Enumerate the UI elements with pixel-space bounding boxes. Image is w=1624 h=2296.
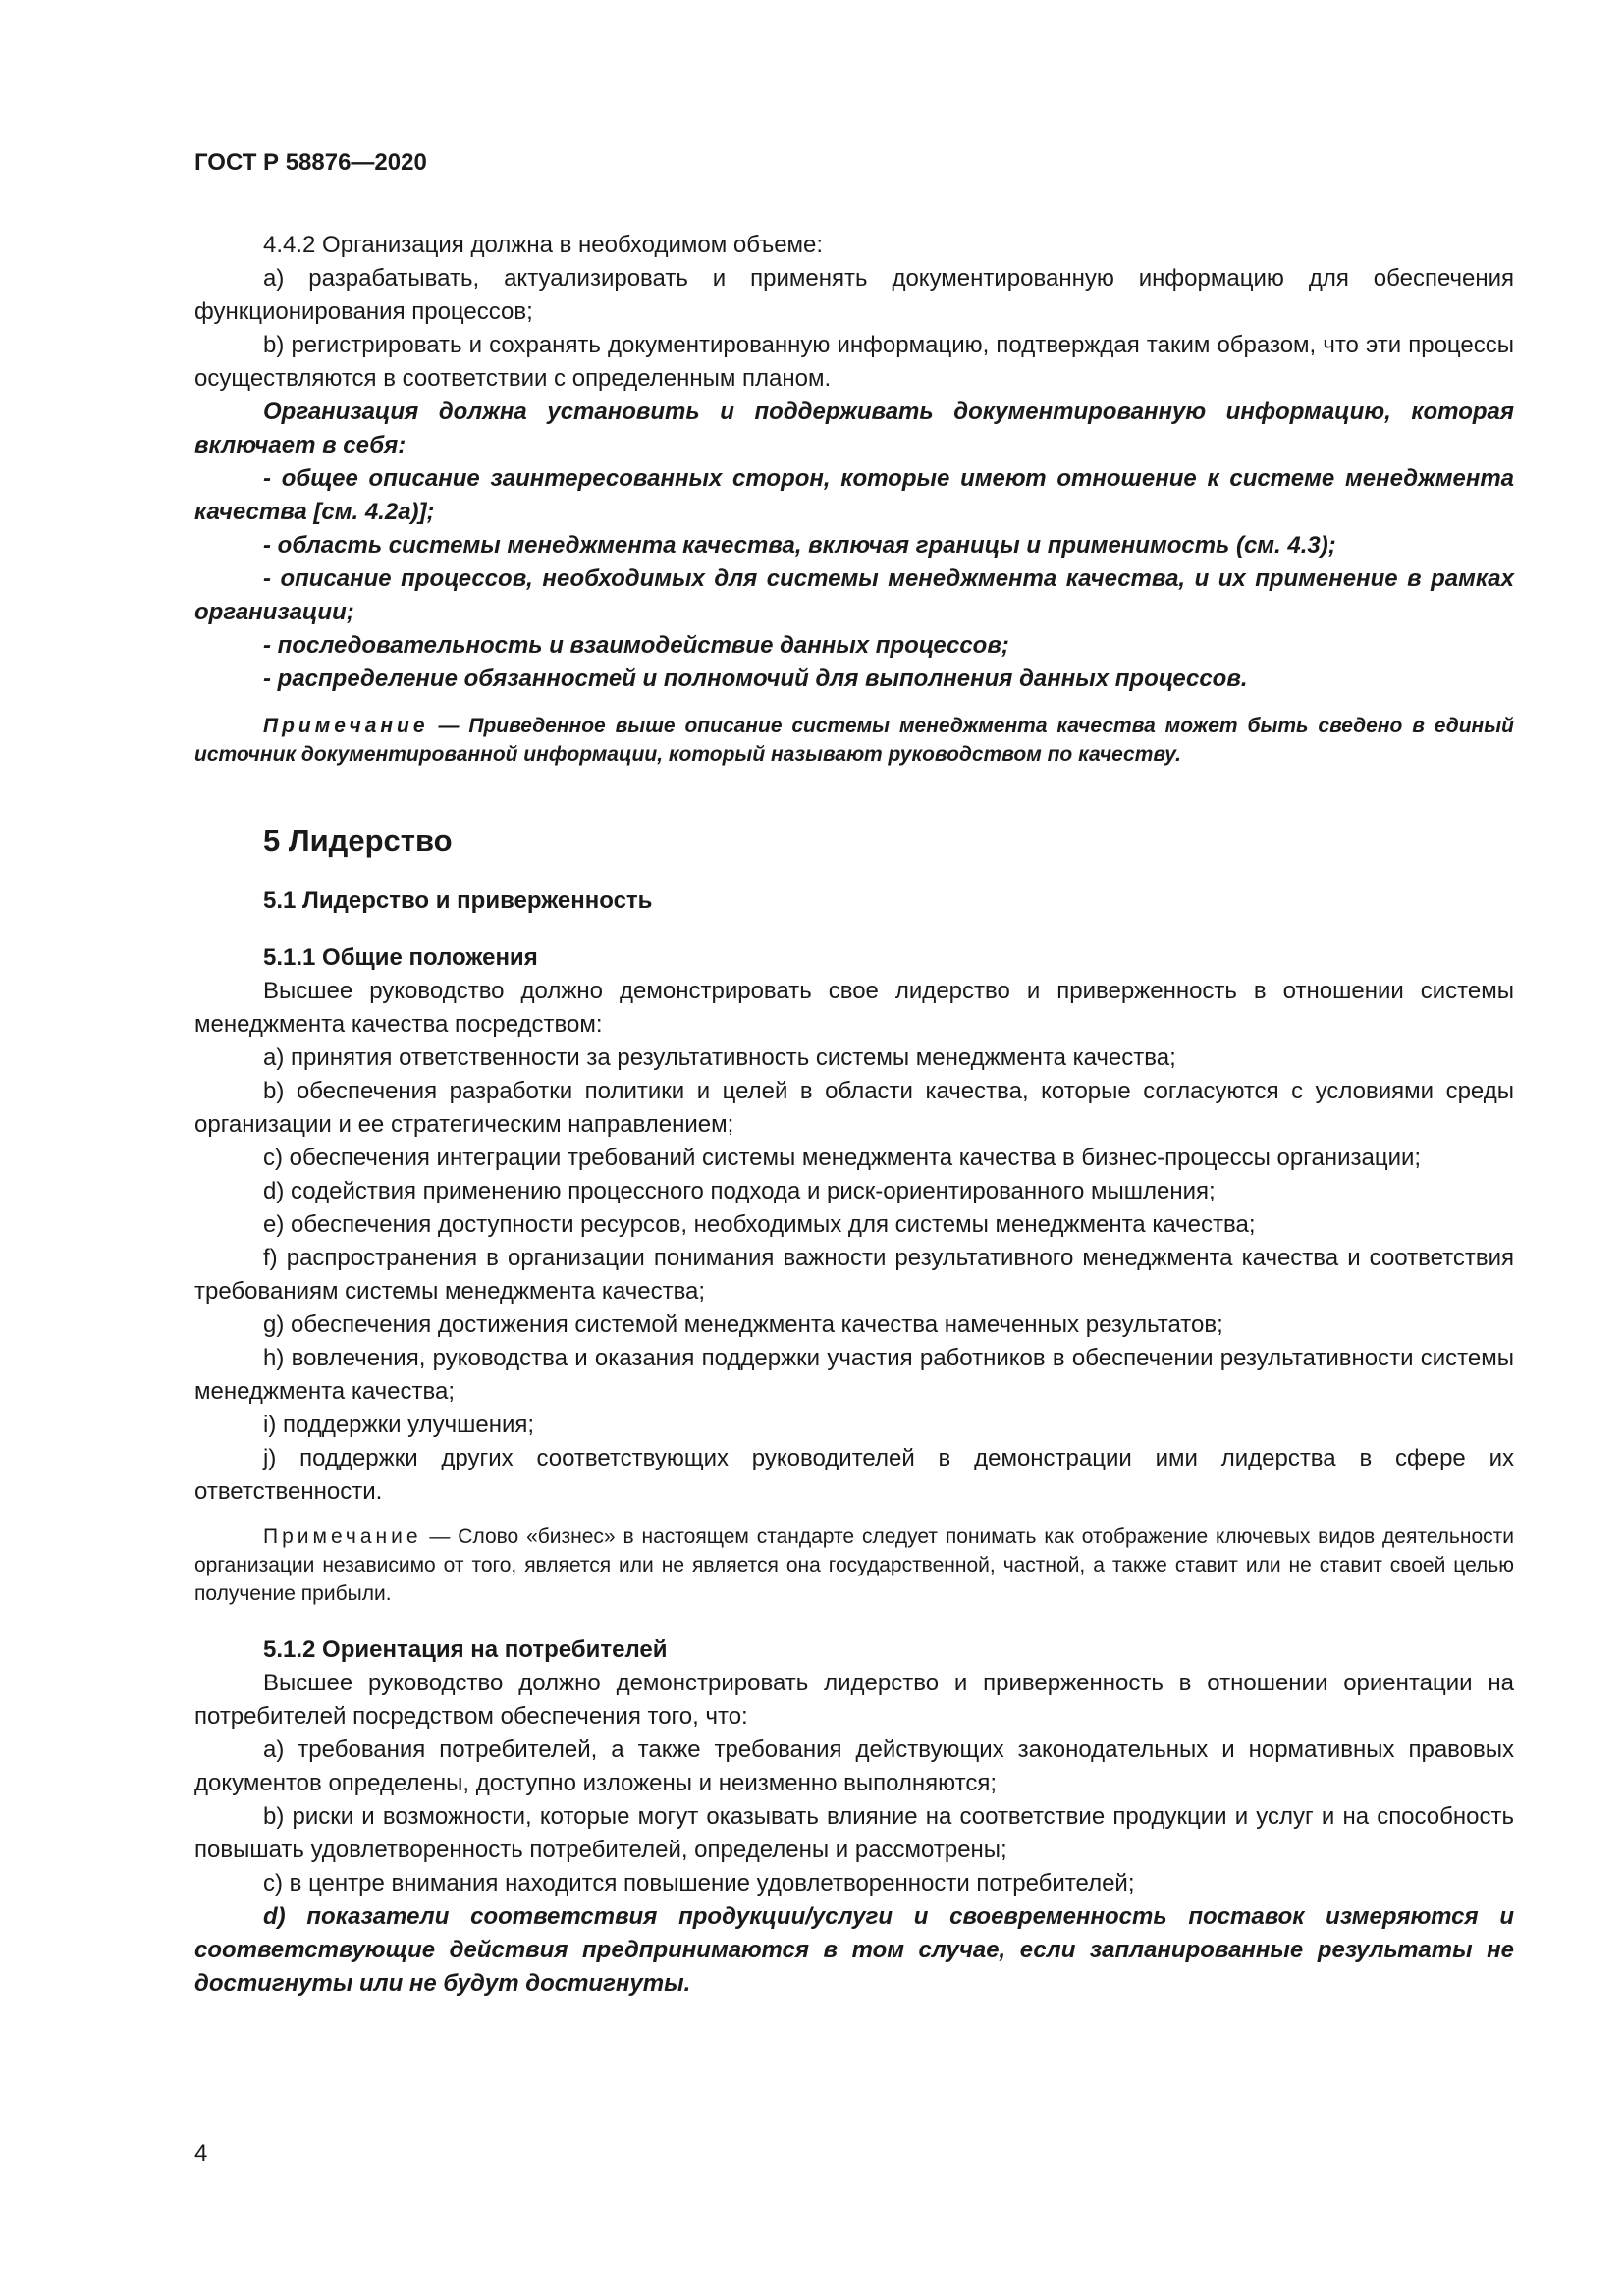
clause-5-1-2-intro: Высшее руководство должно демонстрировать лидерство и приверженность в отношении ориентации на потребителей посредством обеспечения того, что: xyxy=(194,1670,1514,1730)
subsection-5-1-2-title: 5.1.2 Ориентация на потребителей xyxy=(263,1636,668,1663)
bold-requirement-item: - распределение обязанностей и полномочий для выполнения данных процессов. xyxy=(263,666,1248,692)
subsection-5-1-1-title: 5.1.1 Общие положения xyxy=(263,944,538,971)
clause-5-1-1-item: е) обеспечения доступности ресурсов, необходимых для системы менеджмента качества; xyxy=(263,1211,1256,1238)
clause-5-1-1-item: g) обеспечения достижения системой менеджмента качества намеченных результатов; xyxy=(263,1311,1223,1338)
clause-5-1-1-item: i) поддержки улучшения; xyxy=(263,1412,535,1438)
document-header: ГОСТ Р 58876—2020 xyxy=(194,149,427,176)
note-label: Примечание xyxy=(263,1525,422,1548)
clause-5-1-1-intro: Высшее руководство должно демонстрировать свое лидерство и приверженность в отношении системы менеджмента качества посредством: xyxy=(194,978,1514,1038)
note-business-definition xyxy=(194,1522,1514,1608)
document-body xyxy=(194,229,1514,2001)
bold-requirement-item: - описание процессов, необходимых для системы менеджмента качества, и их применение в рамках организации; xyxy=(194,565,1514,625)
page-number: 4 xyxy=(194,2140,208,2166)
clause-5-1-2-item: с) в центре внимания находится повышение удовлетворенности потребителей; xyxy=(263,1870,1135,1896)
note-text: — Приведенное выше описание системы менеджмента качества может быть сведено в единый источник документированной информации, который называют руководством по качеству. xyxy=(194,715,1514,766)
clause-5-1-1-item: с) обеспечения интеграции требований системы менеджмента качества в бизнес-процессы организации; xyxy=(263,1145,1422,1171)
clause-4-4-2-item-b: b) регистрировать и сохранять документированную информацию, подтверждая таким образом, что эти процессы осуществляются в соответствии с определенным планом. xyxy=(194,332,1514,392)
bold-requirement-item: - общее описание заинтересованных сторон, которые имеют отношение к системе менеджмента качества [см. 4.2а)]; xyxy=(194,465,1514,525)
section-5-title: 5 Лидерство xyxy=(263,824,453,858)
clause-4-4-2-item-a: а) разрабатывать, актуализировать и применять документированную информацию для обеспечения функционирования процессов; xyxy=(194,265,1514,325)
clause-5-1-1-item: b) обеспечения разработки политики и целей в области качества, которые согласуются с условиями среды организации и ее стратегическим направлением; xyxy=(194,1078,1514,1138)
clause-5-1-1-item: f) распространения в организации понимания важности результативного менеджмента качества и соответствия требованиям системы менеджмента качества; xyxy=(194,1245,1514,1305)
bold-requirement-intro: Организация должна установить и поддерживать документированную информацию, которая включает в себя: xyxy=(194,399,1514,458)
bold-requirement-item: - область системы менеджмента качества, включая границы и применимость (см. 4.3); xyxy=(263,532,1336,559)
clause-5-1-2-item: а) требования потребителей, а также требования действующих законодательных и нормативных правовых документов определены, доступно изложены и неизменно выполняются; xyxy=(194,1736,1514,1796)
clause-4-4-2-intro: 4.4.2 Организация должна в необходимом объеме: xyxy=(263,232,824,258)
clause-5-1-2-item-d-bold: d) показатели соответствия продукции/услуги и своевременность поставок измеряются и соответствующие действия предпринимаются в том случае, если запланированные результаты не достигнуты или не будут достигнуты. xyxy=(194,1903,1514,1997)
note-text: — Слово «бизнес» в настоящем стандарте следует понимать как отображение ключевых видов деятельности организации независимо от того, является или не является она государственной, частной, а также ставит или не ставит своей целью получение прибыли. xyxy=(194,1525,1514,1605)
note-label: Примечание xyxy=(263,715,429,737)
bold-requirement-item: - последовательность и взаимодействие данных процессов; xyxy=(263,632,1009,659)
clause-5-1-1-item: а) принятия ответственности за результативность системы менеджмента качества; xyxy=(263,1044,1176,1071)
clause-5-1-2-item: b) риски и возможности, которые могут оказывать влияние на соответствие продукции и услуг и на способность повышать удовлетворенность потребителей, определены и рассмотрены; xyxy=(194,1803,1514,1863)
clause-5-1-1-item: h) вовлечения, руководства и оказания поддержки участия работников в обеспечении результативности системы менеджмента качества; xyxy=(194,1345,1514,1405)
clause-5-1-1-item: d) содействия применению процессного подхода и риск-ориентированного мышления; xyxy=(263,1178,1216,1204)
clause-5-1-1-item: j) поддержки других соответствующих руководителей в демонстрации ими лидерства в сфере их ответственности. xyxy=(194,1445,1514,1505)
note-qms-manual xyxy=(194,712,1514,769)
subsection-5-1-title: 5.1 Лидерство и приверженность xyxy=(263,887,653,914)
